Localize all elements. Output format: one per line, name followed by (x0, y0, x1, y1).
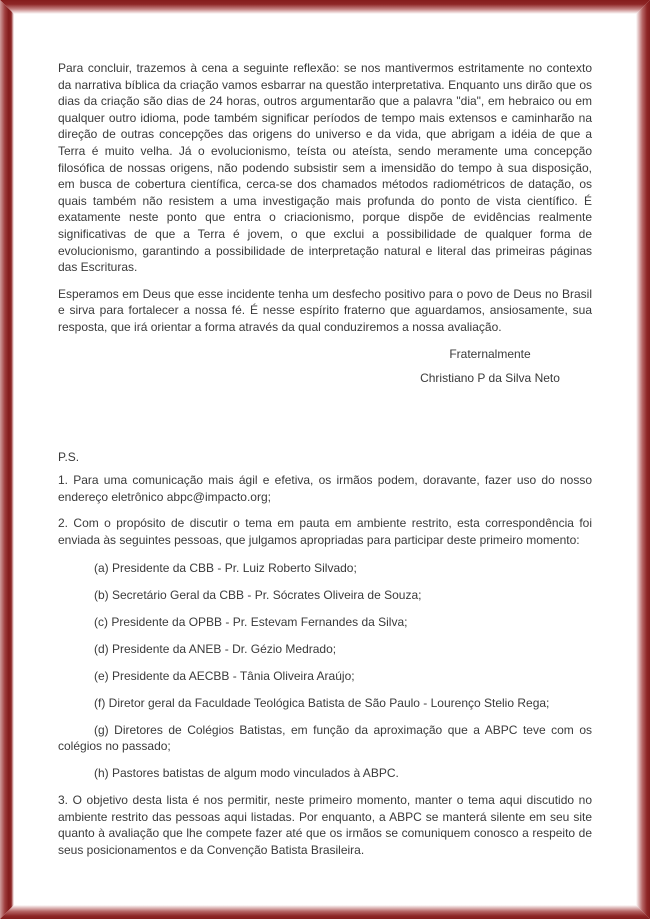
ps-recipient-f: (f) Diretor geral da Faculdade Teológica Batista de São Paulo - Lourenço Stelio Rega; (94, 695, 550, 710)
closing-salutation: Fraternalmente (449, 346, 531, 361)
ps-label: P.S. (58, 449, 80, 464)
ps-recipient-e: (e) Presidente da AECBB - Tânia Oliveira Araújo; (94, 668, 355, 683)
ps-recipient-g: (g) Diretores de Colégios Batistas, em função da aproximação que a ABPC teve com os colégios no passado; (58, 722, 592, 754)
frame-border-right (636, 0, 650, 919)
ps-recipient-a: (a) Presidente da CBB - Pr. Luiz Roberto Silvado; (94, 560, 357, 575)
ps-recipient-b: (b) Secretário Geral da CBB - Pr. Sócrates Oliveira de Souza; (94, 587, 422, 602)
signature-block (390, 346, 590, 387)
ps-recipient-c: (c) Presidente da OPBB - Pr. Estevam Fernandes da Silva; (94, 614, 408, 629)
frame-border-bottom (0, 905, 650, 919)
frame-border-top (0, 0, 650, 14)
ps-item-2: 2. Com o propósito de discutir o tema em pauta em ambiente restrito, esta correspondência foi enviada às seguintes pessoas, que julgamos apropriadas para participar deste primeiro momento: (58, 516, 592, 548)
ps-item-3: 3. O objetivo desta lista é nos permitir, neste primeiro momento, manter o tema aqui discutido no ambiente restrito das pessoas aqui listadas. Por enquanto, a ABPC se manterá silente em seu site quanto à avaliação que lhe compete fazer até que os irmãos se comuniquem conosco a respeito de seus posicionamentos e da Convenção Batista Brasileira. (58, 793, 592, 857)
frame-border-left (0, 0, 14, 919)
paragraph-hope: Esperamos em Deus que esse incidente tenha um desfecho positivo para o povo de Deus no Brasil e sirva para fortalecer a nossa fé. É nesse espírito fraterno que aguardamos, ansiosamente, sua resposta, que irá orientar a forma através da qual conduziremos a nossa avaliação. (58, 286, 592, 334)
ps-recipient-h: (h) Pastores batistas de algum modo vinculados à ABPC. (94, 766, 399, 781)
letter-content (14, 14, 636, 905)
ps-recipient-d: (d) Presidente da ANEB - Dr. Gézio Medrado; (94, 641, 337, 656)
ps-item-1: 1. Para uma comunicação mais ágil e efetiva, os irmãos podem, doravante, fazer uso do nosso endereço eletrônico abpc@impacto.org; (58, 473, 592, 504)
closing-signature-name: Christiano P da Silva Neto (420, 371, 560, 386)
paragraph-conclusion: Para concluir, trazemos à cena a seguinte reflexão: se nos mantivermos estritamente no contexto da narrativa bíblica da criação vamos esbarrar na questão interpretativa. Enquanto uns dirão que os dias da criação são dias de 24 horas, outros argumentarão que a palavra "dia", em hebraico ou em qualquer outro idioma, pode também significar períodos de tempo mais extensos e caminharão na direção de outras concepções das origens do universo e da vida, que abrigam a idéia de que a Terra é muito velha. Já o evolucionismo, teísta ou ateísta, sendo meramente uma concepção filosófica de nossas origens, não podendo subsistir sem a imensidão do tempo à sua disposição, em busca de cobertura científica, cerca-se dos chamados métodos radiométricos de datação, os quais também não resistem a uma investigação mais profunda do ponto de vista científico. É exatamente neste ponto que entra o criacionismo, porque dispõe de evidências realmente significativas de que a Terra é jovem, o que exclui a possibilidade de qualquer forma de evolucionismo, garantindo a possibilidade de interpretação natural e literal das primeiras páginas das Escrituras. (58, 61, 592, 275)
